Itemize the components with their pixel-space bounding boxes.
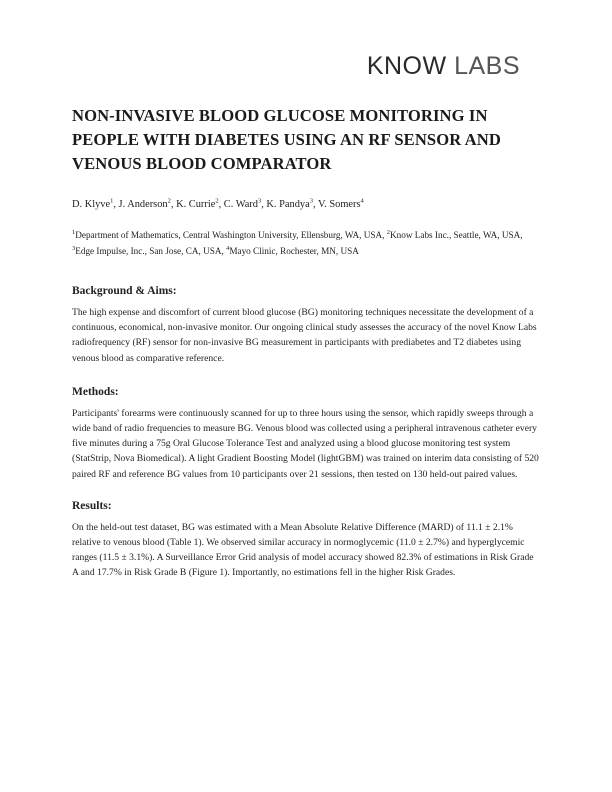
section-heading: Methods: [72,385,119,398]
author-name: K. Currie [176,199,216,210]
section-paragraph: On the held-out test dataset, BG was estimated with a Mean Absolute Relative Difference (MARD) of 11.1 ± 2.1% relative to venous blood (Table 1). We observed similar accuracy in normoglycemic (11.0 ± 2.7%) and hyperglycemic ranges (11.5 ± 3.1%). A Surveillance Error Grid analysis of model accuracy showed 82.3% of estimations in Risk Grade A and 17.7% in Risk Grade B (Figure 1). Importantly, no estimations fell in the higher Risk Grades. [72,521,534,579]
author-name: J. Anderson [118,199,168,210]
affiliation: Mayo Clinic, Rochester, MN, USA [229,246,359,256]
logo-word-labs: LABS [454,52,520,80]
affil-mark: 4 [226,244,230,252]
author-affil-mark: 2 [215,197,219,205]
author-name: K. Pandya [266,199,310,210]
section-background [72,285,540,366]
author-affil-mark: 2 [167,197,171,205]
author-affil-mark: 3 [257,197,262,205]
paper-title: NON-INVASIVE BLOOD GLUCOSE MONITORING IN PEOPLE WITH DIABETES USING AN RF SENSOR AND VENOUS BLOOD COMPARATOR [72,106,501,173]
affiliation: Department of Mathematics, Central Washington University, Ellensburg, WA, USA, [75,230,387,240]
section-paragraph: Participants' forearms were continuously scanned for up to three hours using the sensor, which rapidly sweeps through a wide band of radio frequencies to measure BG. Venous blood was collected using a peripheral intravenous catheter every five minutes during a 75g Oral Glucose Tolerance Test and analyzed using a blood glucose monitoring test system (StatStrip, Nova Biomedical). A light Gradient Boosting Model (lightGBM) was trained on interim data consisting of 520 paired RF and reference BG values from 10 participants over 21 sessions, then tested on 130 held-out paired values. [72,407,539,480]
affil-mark: 2 [386,228,390,236]
affil-mark: 3 [72,244,76,252]
author-name: C. Ward [223,199,258,210]
affil-mark: 1 [72,228,76,236]
section-methods [72,386,540,482]
section-paragraph: The high expense and discomfort of current blood glucose (BG) monitoring techniques necessitate the development of a continuous, economical, non-invasive monitor. Our ongoing clinical study assesses the accuracy of the novel Know Labs radiofrequency (RF) sensor for non-invasive BG measurement in participants with prediabetes and T2 diabetes using venous blood as comparative reference. [72,307,537,364]
author-affil-mark: 4 [360,197,364,205]
section-results [72,500,540,581]
author-list: D. Klyve$^1$, J. Anderson$^2$, K. Currie$^2$, C. Ward$^3$, K. Pandya$^3$, V. Somers$^4$ [72,197,364,210]
affiliation-list [72,227,540,259]
author-name: V. Somers [317,199,361,210]
abstract-body [72,104,540,581]
author-affil-mark: 3 [309,197,313,205]
section-heading: Results: [72,499,112,512]
section-heading: Background & Aims: [72,285,177,297]
author-name: D. Klyve [72,199,111,210]
know-labs-logo [367,52,520,81]
author-affil-mark: 1 [110,197,114,205]
logo-word-know: KNOW [366,52,447,80]
affiliation: Edge Impulse, Inc., San Jose, CA, USA, [75,246,227,256]
affiliation: Know Labs Inc., Seattle, WA, USA, [390,230,523,240]
